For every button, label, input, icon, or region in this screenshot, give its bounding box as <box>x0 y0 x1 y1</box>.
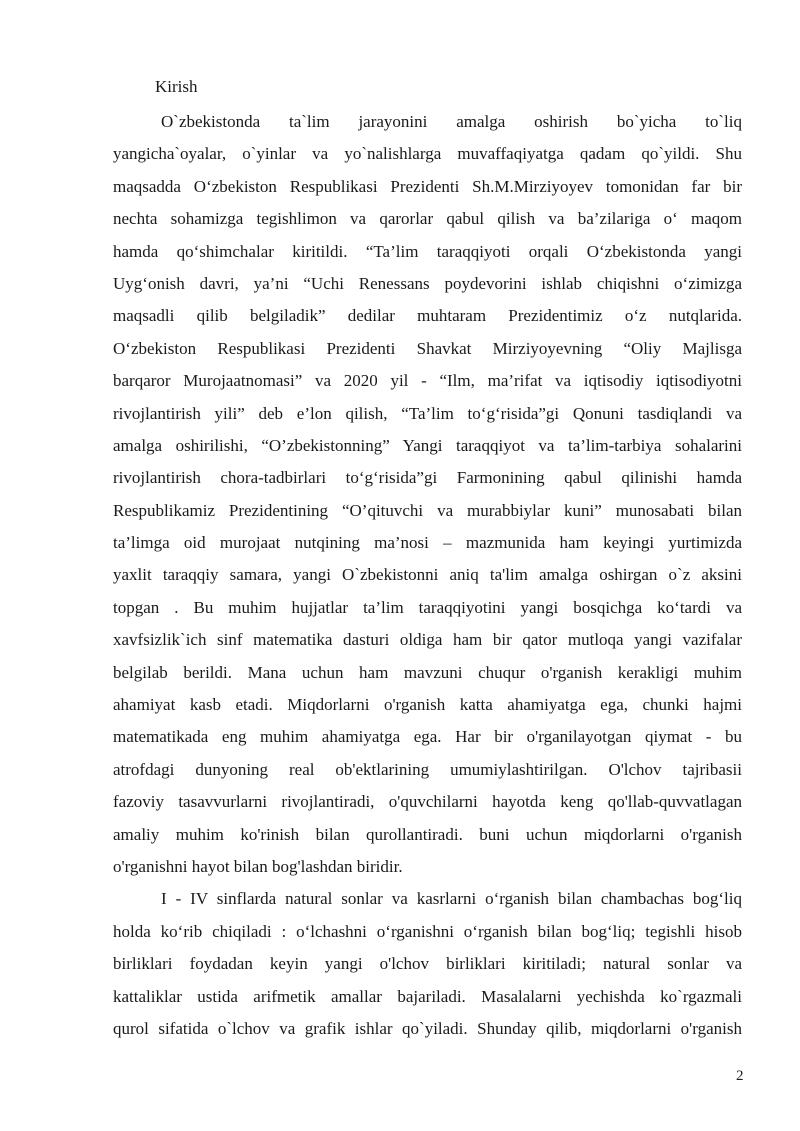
text-line: kattaliklar ustida arifmetik amallar bajariladi. Masalalarni yechishda ko`rgazmali <box>113 986 742 1006</box>
text-line: holda ko‘rib chiqiladi : o‘lchashni o‘rganishni o‘rganish bilan bog‘liq; tegishli hisob <box>113 921 742 941</box>
text-line: nechta sohamizga tegishlimon va qarorlar qabul qilish va ba’zilariga o‘ maqom <box>113 209 742 229</box>
text-line: I - IV sinflarda natural sonlar va kasrlarni o‘rganish bilan chambachas bog‘liq <box>161 889 742 909</box>
text-line: Uyg‘onish davri, ya’ni “Uchi Renessans poydevorini ishlab chiqishni o‘zimizga <box>113 273 742 293</box>
text-line: matematikada eng muhim ahamiyatga ega. Har bir o'rganilayotgan qiymat - bu <box>113 727 742 747</box>
text-line: maqsadda O‘zbekiston Respublikasi Prezidenti Sh.M.Mirziyoyev tomonidan far bir <box>113 176 742 196</box>
text-line: topgan . Bu muhim hujjatlar ta’lim taraqqiyotini yangi bosqichga ko‘tardi va <box>113 597 742 617</box>
text-line: birliklari foydadan keyin yangi o'lchov birliklari kiritiladi; natural sonlar va <box>113 954 742 974</box>
text-line: ta’limga oid murojaat nutqining ma’nosi – mazmunida ham keyingi yurtimizda <box>113 533 742 553</box>
text-line: O‘zbekiston Respublikasi Prezidenti Shavkat Mirziyoyevning “Oliy Majlisga <box>113 338 742 358</box>
text-line: maqsadli qilib belgiladik” dedilar muhtaram Prezidentimiz o‘z nutqlarida. <box>113 306 742 326</box>
text-line: ahamiyat kasb etadi. Miqdorlarni o'rganish katta ahamiyatga ega, chunki hajmi <box>113 695 742 715</box>
text-line: xavfsizlik`ich sinf matematika dasturi oldiga ham bir qator mutloqa yangi vazifalar <box>113 630 742 650</box>
text-line: belgilab berildi. Mana uchun ham mavzuni chuqur o'rganish kerakligi muhim <box>113 662 742 682</box>
text-line: fazoviy tasavvurlarni rivojlantiradi, o'quvchilarni hayotda keng qo'llab-quvvatlagan <box>113 792 742 812</box>
text-line: atrofdagi dunyoning real ob'ektlarining umumiylashtirilgan. O'lchov tajribasii <box>113 759 742 779</box>
paragraph-1 <box>113 106 742 883</box>
text-line: amaliy muhim ko'rinish bilan qurollantiradi. buni uchun miqdorlarni o'rganish <box>113 824 742 844</box>
text-line: hamda qo‘shimchalar kiritildi. “Ta’lim taraqqiyoti orqali O‘zbekistonda yangi <box>113 241 742 261</box>
text-line: rivojlantirish yili” deb e’lon qilish, “Ta’lim to‘g‘risida”gi Qonuni tasdiqlandi va <box>113 403 742 423</box>
text-line: amalga oshirilishi, “O’zbekistonning” Yangi taraqqiyot va ta’lim-tarbiya sohalarini <box>113 435 742 455</box>
page-number: 2 <box>736 1068 744 1084</box>
section-heading: Kirish <box>155 77 198 96</box>
paragraph-2 <box>113 883 742 1045</box>
text-line: rivojlantirish chora-tadbirlari to‘g‘risida”gi Farmonining qabul qilinishi hamda <box>113 468 742 488</box>
text-line: barqaror Murojaatnomasi” va 2020 yil - “Ilm, ma’rifat va iqtisodiy iqtisodiyotni <box>113 371 742 391</box>
text-line: qurol sifatida o`lchov va grafik ishlar qo`yiladi. Shunday qilib, miqdorlarni o'rganish <box>113 1018 742 1038</box>
body-text <box>113 106 742 1045</box>
text-line: Respublikamiz Prezidentining “O’qituvchi va murabbiylar kuni” munosabati bilan <box>113 500 742 520</box>
text-line: O`zbekistonda ta`lim jarayonini amalga oshirish bo`yicha to`liq <box>161 112 742 131</box>
text-line: yangicha`oyalar, o`yinlar va yo`nalishlarga muvaffaqiyatga qadam qo`yildi. Shu <box>113 144 742 164</box>
text-line: o'rganishni hayot bilan bog'lashdan biridir. <box>113 856 403 876</box>
text-line: yaxlit taraqqiy samara, yangi O`zbekistonni aniq ta'lim amalga oshirgan o`z aksini <box>113 565 742 585</box>
